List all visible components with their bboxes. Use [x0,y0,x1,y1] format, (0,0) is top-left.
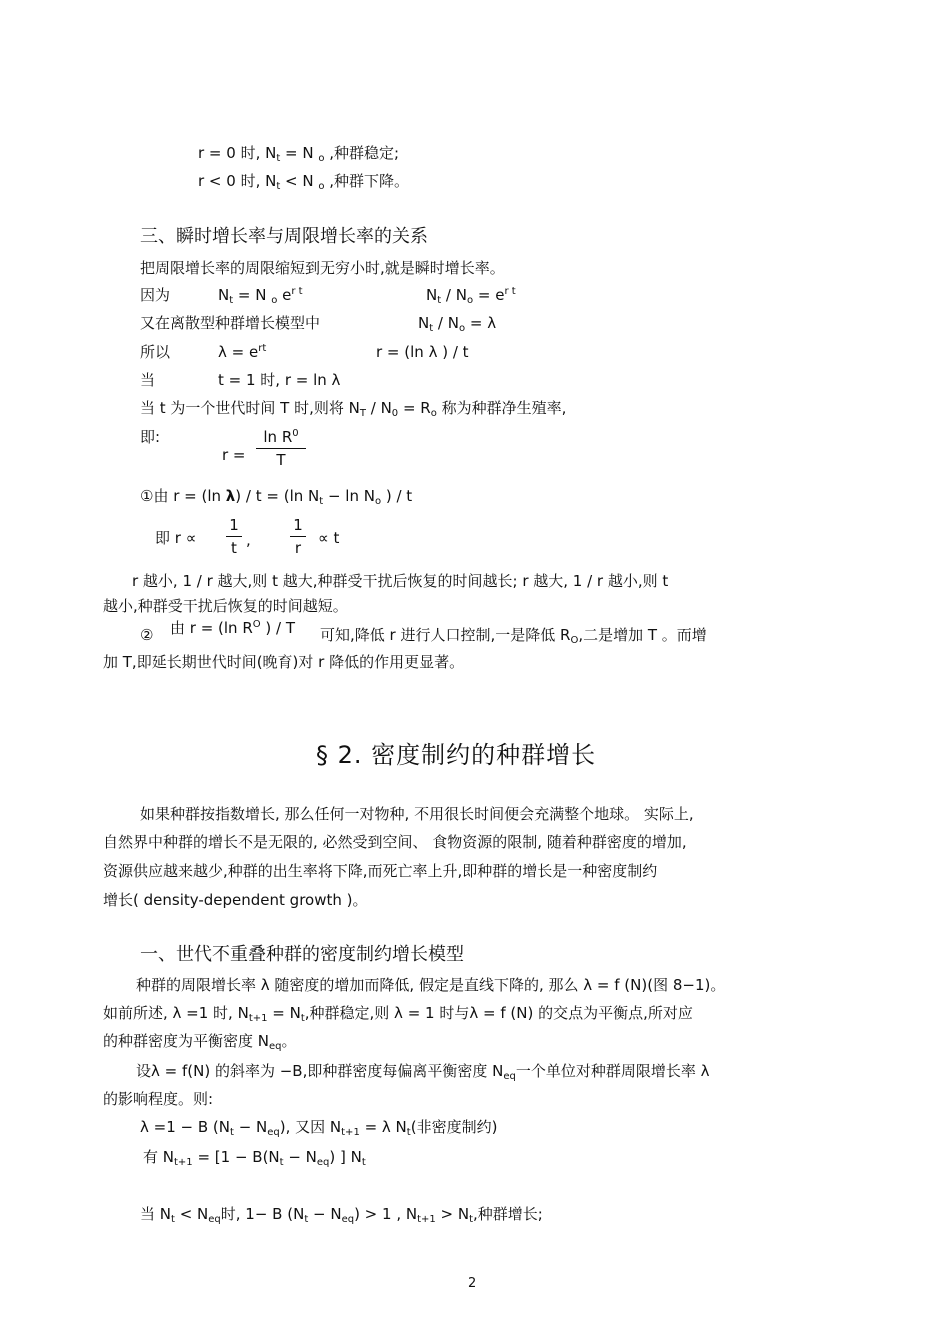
equation-r-ln-r0: 由 r = (ln $R^O$ ) / T [170,619,296,637]
r-negative-line: r < 0 时, $N_t < N$ $_o$ ,种群下降。 [198,172,410,192]
fraction-ln-r0-over-t [256,428,306,469]
paragraph-instant-rate: 把周限增长率的周限缩短到无穷小时,就是瞬时增长率。 [140,259,505,277]
section-heading-one: 一、世代不重叠种群的密度制约增长模型 [140,944,464,965]
fraction-one-over-r: 1 r [290,516,306,557]
ie-label: 即: [140,428,161,446]
r-equals: r = [222,446,246,464]
circled-two: ② [140,626,154,644]
equation-r-ln-lambda: r = (ln λ ) / t [376,343,469,361]
paragraph-lambda-line1: 种群的周限增长率 λ 随密度的增加而降低, 假定是直线下降的, 那么 λ = f (N)(图 8−1)。 [136,976,726,994]
fraction-numerator: $\ln R^0$ [263,428,299,446]
proportional-comma: , [246,531,251,549]
paragraph-density-line3: 资源供应越来越少,种群的出生率将下降,而死亡率上升,即种群的增长是一种密度制约 [103,862,658,880]
paragraph-density-line4: 增长( density-dependent growth )。 [103,891,368,909]
equation-t-one: t = 1 时, r = ln λ [218,371,341,389]
paragraph-slope-line1: 设λ = f(N) 的斜率为 −B,即种群密度每偏离平衡密度 $N_{eq}$一个单位对种群周限增长率 λ [136,1062,710,1082]
equation-lambda-exp: $\lambda = e^{rt}$ [218,343,267,361]
equation-lambda-linear: λ =1 − B $(N_t - N_{eq})$, 又因 $N_{t+1} = \lambda$ $N_t$(非密度制约) [140,1118,498,1138]
derivation-one: ①由 r = (ln λ) / t = (ln $N_t - \ln N_o$ ) / t [140,487,413,507]
paragraph-lambda-line2: 如前所述, λ =1 时, $N_{t+1} = N_t$,种群稳定,则 λ = 1 时与λ = f (N) 的交点为平衡点,所对应 [103,1004,693,1024]
equation-lambda: $N_t / N_o = \lambda$ [418,314,497,334]
fraction-denominator: T [276,451,286,469]
proportional-r: 即 r ∝ [155,529,197,547]
when-label: 当 [140,371,156,389]
r-zero-line: r = 0 时, $N_t = N$ $_o$ ,种群稳定; [198,144,400,164]
paragraph-recovery-line2: 越小,种群受干扰后恢复的时间越短。 [103,597,348,615]
paragraph-recovery-line1: r 越小, 1 / r 越大,则 t 越大,种群受干扰后恢复的时间越长; r 越大, 1 / r 越小,则 t [132,572,669,590]
paragraph-lambda-line3: 的种群密度为平衡密度 $N_{eq}$。 [103,1032,297,1052]
paragraph-density-line2: 自然界中种群的增长不是无限的, 必然受到空间、 食物资源的限制, 随着种群密度的增加, [103,833,687,851]
equation-nt-exp: $N_t = N$ $_o$ $e^{r t}$ [218,286,303,306]
fraction-bar [256,448,306,449]
discrete-model-text: 又在离散型种群增长模型中 [140,314,321,332]
equation-nt-plus-one: 有 $N_{t+1} = [1 - B(N_t - N_{eq})$ ] $N_t$ [143,1148,366,1168]
page-number: 2 [468,1276,477,1291]
paragraph-control-line2: 加 T,即延长期世代时间(晚育)对 r 降低的作用更显著。 [103,653,465,671]
equation-growth-condition: 当 $N_t < N_{eq}$时, 1− B $(N_t - N_{eq}) > 1$ , $N_{t+1} > N_t$,种群增长; [140,1205,543,1225]
fraction-one-over-t: 1 t [226,516,242,557]
equation-ratio-exp: $N_t / N_o = e^{r t}$ [426,286,516,306]
section-heading-three: 三、瞬时增长率与周限增长率的关系 [140,226,428,247]
paragraph-density-line1: 如果种群按指数增长, 那么任何一对物种, 不用很长时间便会充满整个地球。 实际上, [140,805,694,823]
proportional-t: ∝ t [318,529,340,547]
generation-time-line: 当 t 为一个世代时间 T 时,则将 $N_T / N_0 = R_o$ 称为种群净生殖率, [140,399,567,419]
because-label: 因为 [140,286,171,304]
so-label: 所以 [140,343,171,361]
paragraph-control-line1: 可知,降低 r 进行人口控制,一是降低 $R_O$,二是增加 T 。而增 [320,626,707,646]
chapter-title: § 2. 密度制约的种群增长 [316,741,597,769]
paragraph-slope-line2: 的影响程度。则: [103,1090,214,1108]
